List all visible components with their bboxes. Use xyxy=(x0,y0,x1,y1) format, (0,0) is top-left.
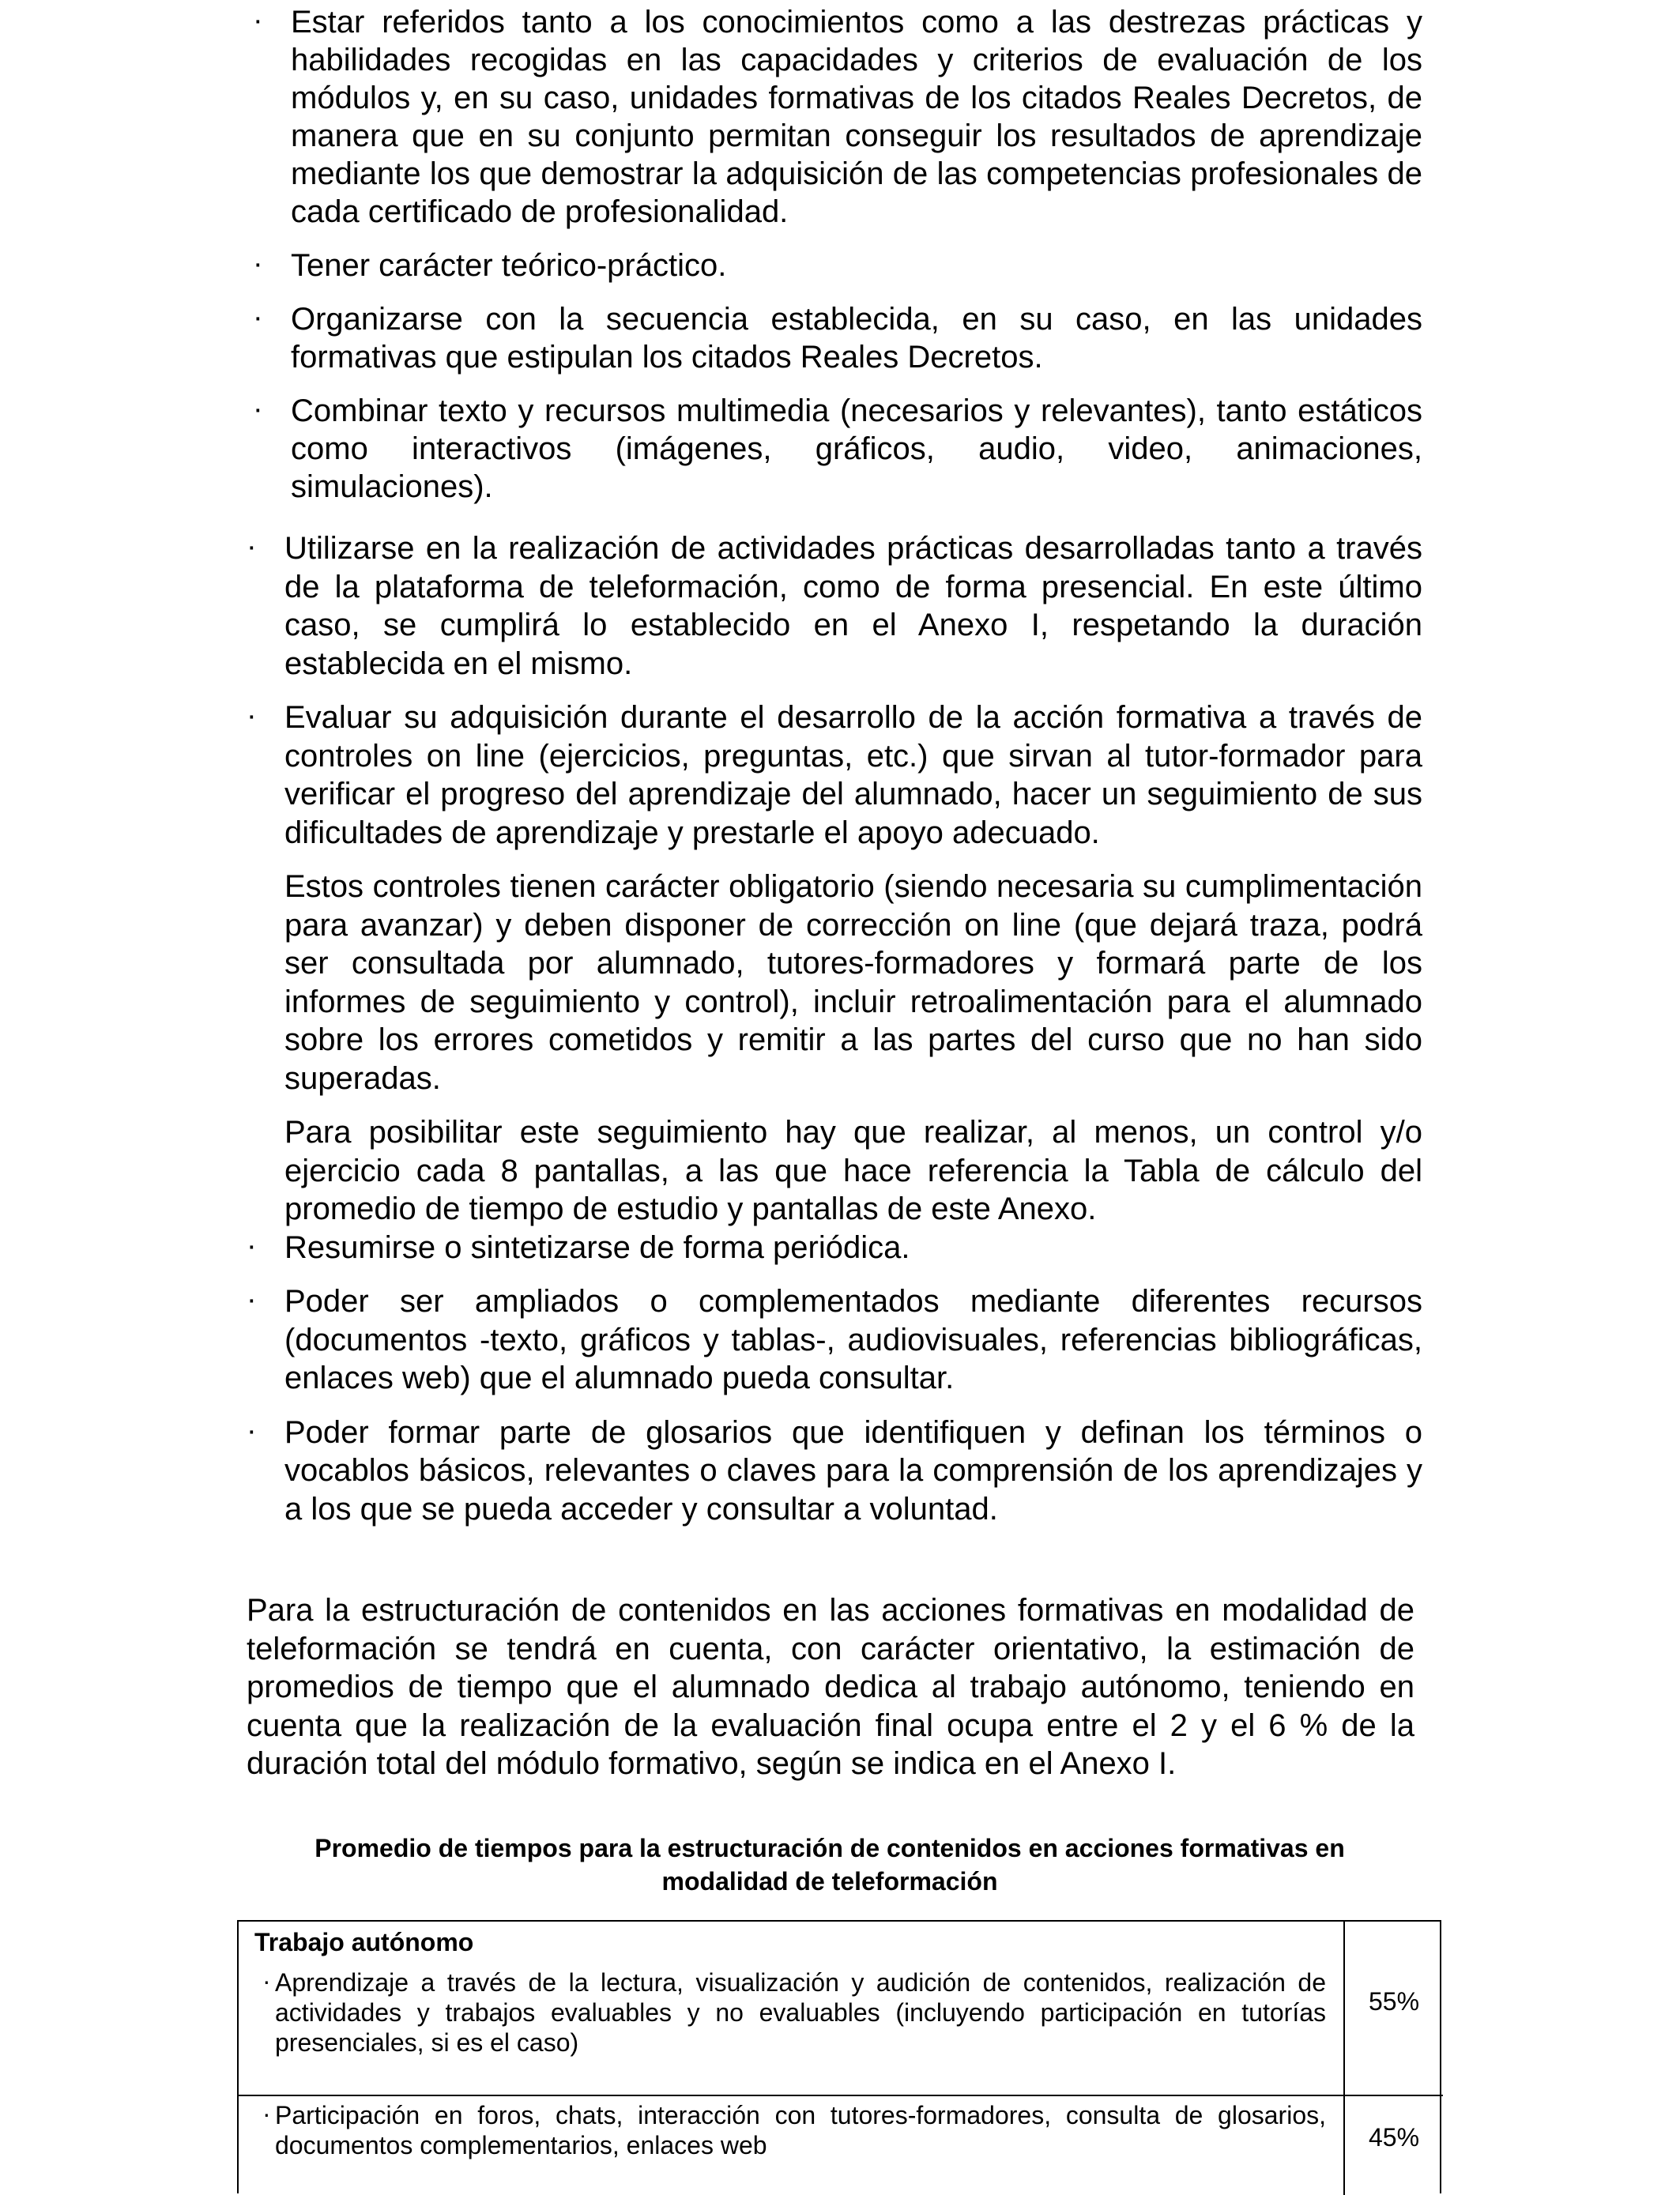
list-item xyxy=(253,247,1422,284)
list-item-text: Organizarse con la secuencia establecida, en su caso, en las unidades formativas que estipulan los citados Reales Decretos. xyxy=(291,302,1422,375)
list-item-text: Resumirse o sintetizarse de forma periódica. xyxy=(284,1229,910,1265)
list-item-continuation: Estos controles tienen carácter obligatorio (siendo necesaria su cumplimentación para avanzar) y deben disponer de corrección on line (que dejará traza, podrá ser consultada por alumnado, tutores-formadores y formará parte de los informes de seguimiento y control), incluir retroalimentación para el alumnado sobre los errores cometidos y remitir a las partes del curso que no han sido superadas. xyxy=(284,869,1422,1096)
bullet-icon: · xyxy=(247,699,257,732)
table-row-text xyxy=(262,2099,1326,2160)
table-percent-cell: 55% xyxy=(1368,1987,1420,2016)
bullet-icon: · xyxy=(253,4,263,37)
bullet-icon: · xyxy=(262,2099,271,2128)
bullet-icon: · xyxy=(253,301,263,334)
list-item xyxy=(247,1229,1422,1267)
bullet-icon: · xyxy=(253,393,263,426)
body-paragraph: Para la estructuración de contenidos en las acciones formativas en modalidad de teleformación se tendrá en cuenta, con carácter orientativo, la estimación de promedios de tiempo que el alumnado dedica al trabajo autónomo, teniendo en cuenta que la realización de la evaluación final ocupa entre el 2 y el 6 % de la duración total del módulo formativo, según se indica en el Anexo I. xyxy=(247,1593,1414,1781)
bullet-list-lower xyxy=(247,529,1422,1528)
bullet-icon: · xyxy=(253,247,263,280)
list-item-text: Evaluar su adquisición durante el desarrollo de la acción formativa a través de controles on line (ejercicios, preguntas, etc.) que sirvan al tutor-formador para verificar el progreso del aprendizaje del alumnado, hacer un seguimiento de sus dificultades de aprendizaje y prestarle el apoyo adecuado. xyxy=(284,700,1422,850)
table-header-cell: Trabajo autónomo xyxy=(254,1928,474,1956)
table-column-divider xyxy=(1343,1922,1345,2195)
bullet-icon: · xyxy=(247,530,257,563)
bullet-icon: · xyxy=(247,1414,257,1448)
table-row-divider xyxy=(239,2095,1443,2096)
list-item xyxy=(247,529,1422,683)
table-percent-cell: 45% xyxy=(1368,2123,1420,2152)
bullet-icon: · xyxy=(262,1967,271,1995)
table-cell-text: Participación en foros, chats, interacción con tutores-formadores, consulta de glosarios, documentos complementarios, enlaces web xyxy=(275,2101,1326,2159)
bullet-icon: · xyxy=(247,1229,257,1263)
list-item-text: Combinar texto y recursos multimedia (necesarios y relevantes), tanto estáticos como interactivos (imágenes, gráficos, audio, video, animaciones, simulaciones). xyxy=(291,393,1422,504)
list-item xyxy=(247,698,1422,852)
time-table xyxy=(237,1920,1441,2193)
list-item xyxy=(253,3,1422,231)
bullet-list-upper xyxy=(253,3,1422,506)
list-item-text: Poder ser ampliados o complementados mediante diferentes recursos (documentos -texto, gráficos y tablas-, audiovisuales, referencias bibliográficas, enlaces web) que el alumnado pueda consultar. xyxy=(284,1284,1422,1395)
table-cell-text: Aprendizaje a través de la lectura, visualización y audición de contenidos, realización de actividades y trabajos evaluables y no evaluables (incluyendo participación en tutorías presenciales, si es el caso) xyxy=(275,1968,1326,2057)
bullet-icon: · xyxy=(247,1283,257,1316)
list-item-text: Utilizarse en la realización de actividades prácticas desarrolladas tanto a través de la plataforma de teleformación, como de forma presencial. En este último caso, se cumplirá lo establecido en el Anexo I, respetando la duración establecida en el mismo. xyxy=(284,531,1422,681)
list-item xyxy=(247,1282,1422,1398)
list-item-text: Estar referidos tanto a los conocimientos como a las destrezas prácticas y habilidades recogidas en las capacidades y criterios de evaluación de los módulos y, en su caso, unidades formativas de los citados Reales Decretos, de manera que en su conjunto permitan conseguir los resultados de aprendizaje mediante los que demostrar la adquisición de las competencias profesionales de cada certificado de profesionalidad. xyxy=(291,5,1422,229)
list-item xyxy=(253,300,1422,376)
table-row-text xyxy=(262,1967,1326,2058)
list-item-continuation: Para posibilitar este seguimiento hay que realizar, al menos, un control y/o ejercicio cada 8 pantallas, a las que hace referencia la Tabla de cálculo del promedio de tiempo de estudio y pantallas de este Anexo. xyxy=(284,1115,1422,1226)
list-item xyxy=(253,392,1422,506)
table-title: Promedio de tiempos para la estructuración de contenidos en acciones formativas en modalidad de teleformación xyxy=(315,1834,1345,1896)
list-item xyxy=(247,1414,1422,1529)
list-item-text: Poder formar parte de glosarios que identifiquen y definan los términos o vocablos básicos, relevantes o claves para la comprensión de los aprendizajes y a los que se pueda acceder y consultar a voluntad. xyxy=(284,1414,1422,1527)
list-item-text: Tener carácter teórico-práctico. xyxy=(291,248,727,283)
